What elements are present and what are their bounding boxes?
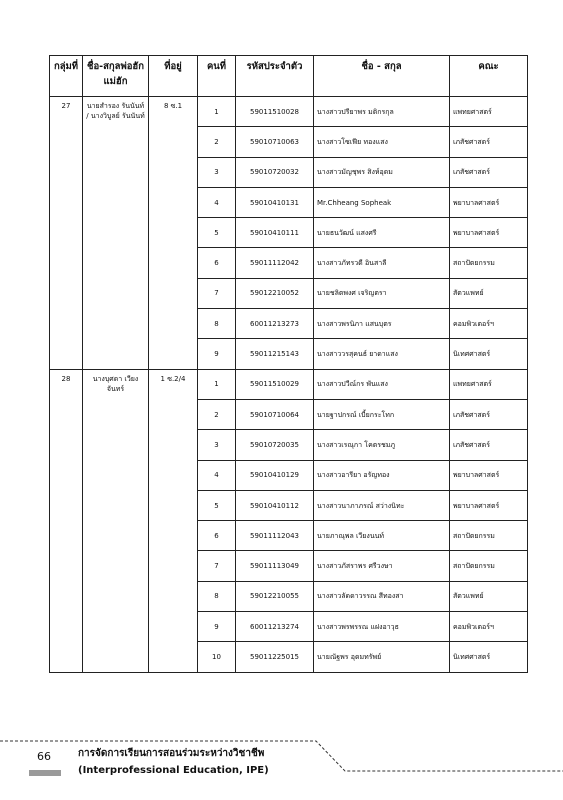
- member-no-cell: 7: [198, 278, 236, 308]
- student-name-cell: นางสาวเรณุกา โคตรชมภู: [314, 430, 450, 460]
- member-no-cell: 2: [198, 127, 236, 157]
- faculty-cell: สถาปัตยกรรม: [450, 551, 528, 581]
- student-name-cell: นายณัฐพร อุดมทรัพย์: [314, 642, 450, 672]
- group-parents-cell: นางบุศดา เวียงจันทร์: [83, 369, 149, 672]
- header-group-no: กลุ่มที่: [50, 56, 83, 97]
- member-no-cell: 8: [198, 309, 236, 339]
- header-name: ชื่อ - สกุล: [314, 56, 450, 97]
- member-no-cell: 4: [198, 460, 236, 490]
- student-name-cell: นางสาวอารียา อรัญทอง: [314, 460, 450, 490]
- member-no-cell: 6: [198, 521, 236, 551]
- member-no-cell: 3: [198, 157, 236, 187]
- header-member-no: คนที่: [198, 56, 236, 97]
- header-address: ที่อยู่: [149, 56, 198, 97]
- student-id-cell: 60011213273: [236, 309, 314, 339]
- faculty-cell: เภสัชศาสตร์: [450, 157, 528, 187]
- student-id-cell: 59011225015: [236, 642, 314, 672]
- member-no-cell: 9: [198, 612, 236, 642]
- header-parents: ชื่อ-สกุลพ่อฮักแม่ฮัก: [83, 56, 149, 97]
- student-id-cell: 59011510028: [236, 97, 314, 127]
- table-row: [50, 97, 528, 127]
- student-name-cell: นางสาวปวีณ์กร พันแสง: [314, 369, 450, 399]
- member-no-cell: 10: [198, 642, 236, 672]
- member-no-cell: 5: [198, 490, 236, 520]
- faculty-cell: พยาบาลศาสตร์: [450, 218, 528, 248]
- faculty-cell: พยาบาลศาสตร์: [450, 460, 528, 490]
- student-name-cell: นางสาวพรนิภา แสนบุตร: [314, 309, 450, 339]
- student-id-cell: 60011213274: [236, 612, 314, 642]
- student-name-cell: นางสาวลัดดาวรรณ สีทองสา: [314, 581, 450, 611]
- faculty-cell: คอมพิวเตอร์ฯ: [450, 309, 528, 339]
- table-row: [50, 369, 528, 399]
- member-no-cell: 1: [198, 97, 236, 127]
- student-name-cell: นางสาวโซเฟีย ทองแสง: [314, 127, 450, 157]
- student-name-cell: นางสาวภัสราพร ศรีวงษา: [314, 551, 450, 581]
- member-no-cell: 6: [198, 248, 236, 278]
- faculty-cell: สัตวแพทย์: [450, 278, 528, 308]
- group-address-cell: 1 ซ.2/4: [149, 369, 198, 672]
- student-id-cell: 59010410129: [236, 460, 314, 490]
- student-name-cell: นายธนวัฒน์ แสงศรี: [314, 218, 450, 248]
- student-name-cell: นางสาวพรพรรณ แฝงอาวุธ: [314, 612, 450, 642]
- student-id-cell: 59010410111: [236, 218, 314, 248]
- faculty-cell: นิเทศศาสตร์: [450, 642, 528, 672]
- student-id-cell: 59010410131: [236, 187, 314, 217]
- group-parents-cell: นายสำรอง รันนันท์ / นางวิบูลย์ รันนันท์: [83, 97, 149, 370]
- page-number: 66: [37, 750, 51, 763]
- member-no-cell: 9: [198, 339, 236, 369]
- faculty-cell: คอมพิวเตอร์ฯ: [450, 612, 528, 642]
- faculty-cell: เภสัชศาสตร์: [450, 399, 528, 429]
- group-address-cell: 8 ซ.1: [149, 97, 198, 370]
- student-id-cell: 59012210052: [236, 278, 314, 308]
- student-name-cell: นางสาวปรียาพร มติกรกุล: [314, 97, 450, 127]
- student-id-cell: 59010410112: [236, 490, 314, 520]
- table-header-row: [50, 56, 528, 97]
- student-name-cell: นายภาณุพล เวียงนนท์: [314, 521, 450, 551]
- member-no-cell: 7: [198, 551, 236, 581]
- faculty-cell: นิเทศศาสตร์: [450, 339, 528, 369]
- member-no-cell: 1: [198, 369, 236, 399]
- header-student-id: รหัสประจำตัว: [236, 56, 314, 97]
- footer-title-english: (Interprofessional Education, IPE): [78, 765, 269, 776]
- student-id-cell: 59010710063: [236, 127, 314, 157]
- faculty-cell: เภสัชศาสตร์: [450, 127, 528, 157]
- student-name-cell: นางสาวนาภาภรณ์ สว่างนิทะ: [314, 490, 450, 520]
- student-id-cell: 59010710064: [236, 399, 314, 429]
- header-faculty: คณะ: [450, 56, 528, 97]
- footer-title-thai: การจัดการเรียนการสอนร่วมระหว่างวิชาชีพ: [78, 748, 265, 759]
- member-no-cell: 3: [198, 430, 236, 460]
- page-number-bar: [29, 770, 61, 776]
- student-name-cell: นางสาววรสุคนธ์ ยาดาแสง: [314, 339, 450, 369]
- faculty-cell: สถาปัตยกรรม: [450, 521, 528, 551]
- faculty-cell: แพทยศาสตร์: [450, 97, 528, 127]
- group-number-cell: 28: [50, 369, 83, 672]
- student-name-cell: นางสาวมัญชุพร สิงห์อุดม: [314, 157, 450, 187]
- student-id-cell: 59010720035: [236, 430, 314, 460]
- student-id-cell: 59012210055: [236, 581, 314, 611]
- student-name-cell: นายชลิตพงศ เจริญตรา: [314, 278, 450, 308]
- student-id-cell: 59011113049: [236, 551, 314, 581]
- member-no-cell: 5: [198, 218, 236, 248]
- faculty-cell: สถาปัตยกรรม: [450, 248, 528, 278]
- member-no-cell: 2: [198, 399, 236, 429]
- student-id-cell: 59011510029: [236, 369, 314, 399]
- student-group-table: [49, 55, 528, 673]
- faculty-cell: พยาบาลศาสตร์: [450, 187, 528, 217]
- faculty-cell: พยาบาลศาสตร์: [450, 490, 528, 520]
- student-name-cell: นางสาวภัทรวดี อินสาลี: [314, 248, 450, 278]
- student-name-cell: นายฐาปกรณ์ เบี้ยกระโทก: [314, 399, 450, 429]
- faculty-cell: สัตวแพทย์: [450, 581, 528, 611]
- member-no-cell: 8: [198, 581, 236, 611]
- student-id-cell: 59011112043: [236, 521, 314, 551]
- page-footer: [0, 735, 563, 800]
- faculty-cell: เภสัชศาสตร์: [450, 430, 528, 460]
- group-number-cell: 27: [50, 97, 83, 370]
- member-no-cell: 4: [198, 187, 236, 217]
- student-id-cell: 59011112042: [236, 248, 314, 278]
- faculty-cell: แพทยศาสตร์: [450, 369, 528, 399]
- student-name-cell: Mr.Chheang Sopheak: [314, 187, 450, 217]
- student-id-cell: 59010720032: [236, 157, 314, 187]
- student-id-cell: 59011215143: [236, 339, 314, 369]
